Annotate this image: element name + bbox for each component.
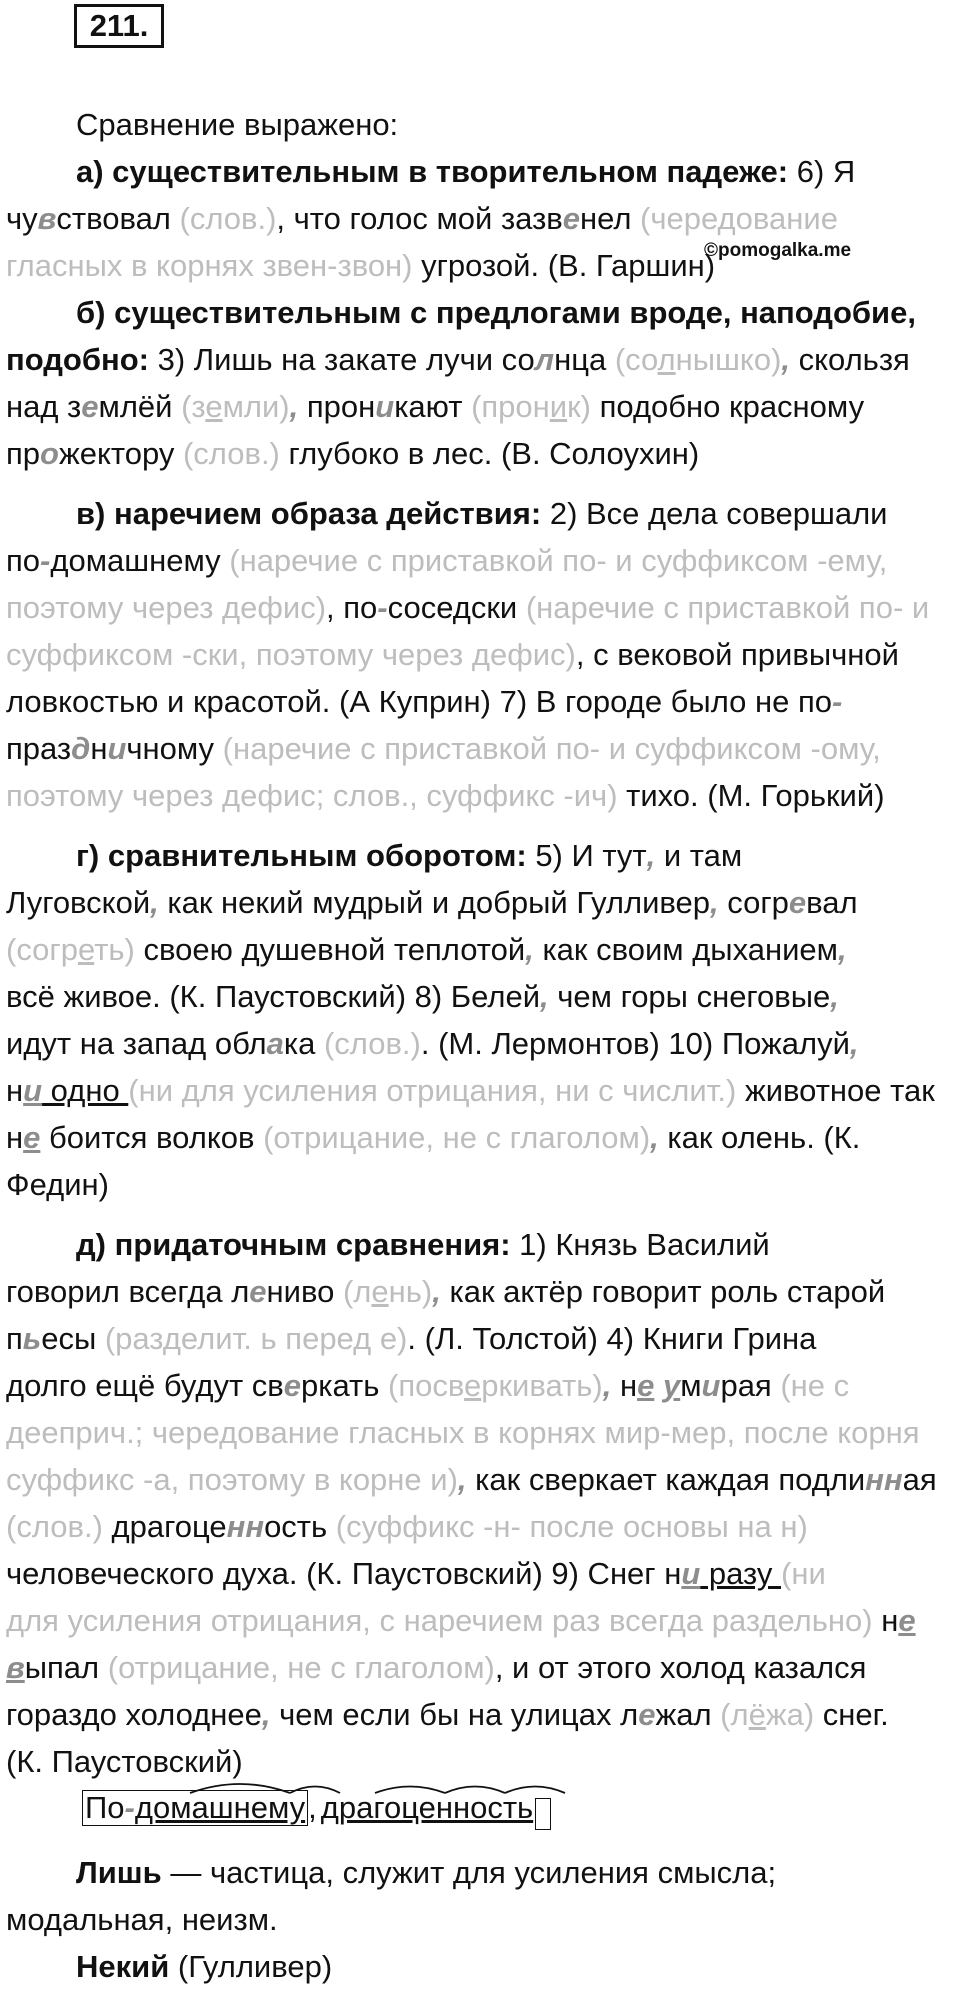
comment: (слов.)	[323, 1026, 421, 1061]
comment: (согр	[6, 932, 78, 967]
text: драгоце	[102, 1509, 227, 1544]
highlight: и	[375, 389, 395, 424]
text: — частица, служит для усиления смысла;	[161, 1855, 777, 1890]
text: 3) Лишь на закате лучи со	[149, 342, 535, 377]
highlight: и	[701, 1368, 721, 1403]
text: н	[611, 1368, 638, 1403]
text: (Гулливер)	[169, 1949, 333, 1984]
line-20	[6, 1024, 859, 1064]
line-18	[6, 930, 847, 970]
comment: (слов.)	[6, 1509, 103, 1544]
comment: гласных в корнях звен-звон)	[6, 248, 413, 283]
highlight: ,	[710, 885, 719, 920]
text: Федин)	[6, 1167, 109, 1202]
comment: поэтому через дефис; слов., суффикс -ич)	[6, 778, 618, 813]
line-23	[6, 1165, 109, 1205]
highlight: нн	[865, 1462, 903, 1497]
heading-b-cont: подобно:	[6, 342, 149, 377]
text: , и от этого холод казался	[494, 1650, 867, 1685]
text: всё живое. (К. Паустовский) 8) Белей	[6, 979, 541, 1014]
text: как своим дыханием	[533, 932, 838, 967]
text: идут на запад обл	[6, 1026, 267, 1061]
text: угрозой. (В. Гаршин)	[412, 248, 716, 283]
text: над з	[6, 389, 82, 424]
text: 5) И тут	[526, 838, 647, 873]
stem: домашнему	[134, 1790, 306, 1825]
line-35	[6, 1742, 243, 1782]
heading-c: в) наречием образа действия:	[76, 496, 542, 531]
line-24	[76, 1225, 770, 1265]
text: ловкостью и красотой. (А Куприн) 7) В городе было не по	[6, 684, 832, 719]
comment: и	[549, 389, 568, 424]
highlight: ,	[781, 342, 791, 377]
highlight: у	[662, 1368, 681, 1403]
text: чем горы снеговые	[548, 979, 831, 1014]
line-33	[6, 1648, 866, 1688]
text: ая	[902, 1462, 937, 1497]
hyphen: -	[124, 1790, 135, 1825]
highlight: в	[6, 1650, 25, 1685]
comment: (со	[614, 342, 658, 377]
text: м	[680, 1368, 702, 1403]
comment: е	[205, 389, 223, 424]
line-28	[6, 1413, 920, 1453]
text: как некий мудрый и добрый Гулливер	[158, 885, 710, 920]
text: (К. Паустовский)	[6, 1744, 243, 1779]
comment: (наречие с приставкой по- и суффиксом -ому,	[222, 731, 881, 766]
highlight: и	[107, 731, 127, 766]
text: чу	[6, 201, 38, 236]
line-31	[6, 1554, 826, 1594]
exercise-number: 211.	[74, 4, 164, 48]
line-3	[6, 199, 838, 239]
comment: (слов.)	[182, 436, 280, 471]
highlight: ,	[837, 932, 847, 967]
text: скользя	[790, 342, 910, 377]
text: тихо. (М. Горький)	[617, 778, 885, 813]
comment: е	[463, 1368, 482, 1403]
text: рая	[720, 1368, 781, 1403]
highlight: е	[898, 1603, 916, 1638]
line-17	[6, 883, 858, 923]
line-37	[76, 1853, 776, 1893]
text: н	[90, 731, 108, 766]
text: как сверкает каждая подли	[466, 1462, 866, 1497]
comment: суффиксом -ски, поэтому через дефис)	[6, 637, 576, 672]
line-39	[76, 1947, 332, 1987]
text: человеческого духа. (К. Паустовский) 9) Снег н	[6, 1556, 682, 1591]
text: п	[6, 1321, 23, 1356]
highlight: ,	[540, 979, 549, 1014]
text: ствовал	[56, 201, 180, 236]
text: и там	[655, 838, 743, 873]
text: как олень. (К.	[658, 1120, 861, 1155]
comment: (не с	[780, 1368, 850, 1403]
highlight: д	[71, 731, 91, 766]
comment: мли)	[222, 389, 290, 424]
line-26	[6, 1319, 816, 1359]
highlight: ,	[602, 1368, 612, 1403]
text: прон	[298, 389, 376, 424]
line-29	[6, 1460, 937, 1500]
highlight: е	[562, 201, 580, 236]
line-13	[6, 682, 842, 722]
text: жал	[655, 1697, 721, 1732]
text: боится волков	[40, 1120, 264, 1155]
text: домашнему	[50, 543, 230, 578]
highlight: -	[832, 684, 843, 719]
highlight: л	[534, 342, 555, 377]
text: ость	[264, 1509, 336, 1544]
term: Некий	[76, 1949, 170, 1984]
comment: ть)	[94, 932, 135, 967]
text: , с вековой привычной	[575, 637, 899, 672]
line-7	[6, 387, 864, 427]
text: чному	[126, 731, 223, 766]
highlight: о	[40, 436, 59, 471]
comment: для усиления отрицания, с наречием раз всегда раздельно)	[6, 1603, 873, 1638]
line-27	[6, 1366, 849, 1406]
comment: дееприч.; чередование гласных в корнях мир-мер, после корня	[6, 1415, 920, 1450]
comment: ё	[748, 1697, 766, 1732]
morpheme-word-1	[82, 1790, 308, 1826]
line-14	[6, 729, 881, 769]
text: чем если бы на улицах л	[270, 1697, 639, 1732]
highlight: ,	[650, 1120, 659, 1155]
line-6	[6, 340, 910, 380]
highlight: и	[23, 1073, 43, 1108]
highlight: ,	[849, 1026, 859, 1061]
morpheme-word-2: драгоценность	[320, 1790, 534, 1825]
comment: (наречие с приставкой по- и	[525, 590, 930, 625]
comment: (разделит. ь перед е)	[104, 1321, 408, 1356]
comment: л	[657, 342, 676, 377]
comment: (наречие с приставкой по- и суффиксом -ему,	[229, 543, 888, 578]
heading-e: д) придаточным сравнения:	[76, 1227, 511, 1262]
highlight: е	[23, 1120, 41, 1155]
comment: нышко)	[675, 342, 782, 377]
highlight: е	[788, 885, 807, 920]
comment: суффикс -а, поэтому в корне и)	[6, 1462, 458, 1497]
text: подобно красному	[591, 389, 865, 424]
text: пр	[6, 436, 41, 471]
line-4	[6, 246, 715, 286]
text: глубоко в лес. (В. Солоухин)	[279, 436, 700, 471]
text: ыпал	[24, 1650, 108, 1685]
text: согр	[718, 885, 789, 920]
highlight: нн	[226, 1509, 265, 1544]
line-34	[6, 1695, 889, 1735]
line-12	[6, 635, 899, 675]
text: н	[6, 1073, 24, 1108]
line-9	[76, 494, 888, 534]
heading-d: г) сравнительным оборотом:	[76, 838, 527, 873]
highlight: -	[40, 543, 51, 578]
text: , что голос мой зазв	[276, 201, 563, 236]
text: нца	[554, 342, 615, 377]
comment: ркивать)	[481, 1368, 603, 1403]
line-5	[76, 293, 916, 333]
comment: (отрицание, не с глаголом)	[263, 1120, 651, 1155]
line-15	[6, 776, 885, 816]
highlight: е	[638, 1697, 656, 1732]
text: 6) Я	[788, 154, 856, 189]
separator: ,	[308, 1790, 317, 1825]
comment: е	[77, 932, 95, 967]
text: разу	[700, 1556, 782, 1591]
comment: (л	[342, 1274, 372, 1309]
comment: е	[371, 1274, 389, 1309]
highlight: е	[249, 1274, 267, 1309]
comment: (з	[181, 389, 206, 424]
comment: (л	[720, 1697, 749, 1732]
text: ниво	[266, 1274, 343, 1309]
line-8	[6, 434, 699, 474]
highlight: и	[681, 1556, 701, 1591]
text: по	[6, 543, 41, 578]
text: говорил всегда л	[6, 1274, 250, 1309]
text: 1) Князь Василий	[510, 1227, 770, 1262]
highlight: ,	[432, 1274, 441, 1309]
line-11	[6, 588, 929, 628]
text: снег.	[814, 1697, 889, 1732]
text: Сравнение выражено:	[76, 107, 399, 142]
text: своею душевной теплотой	[134, 932, 526, 967]
text: гораздо холоднее	[6, 1697, 262, 1732]
comment: (ни для усиления отрицания, ни с числит.)	[128, 1073, 737, 1108]
highlight: ,	[525, 932, 534, 967]
text: , по	[326, 590, 378, 625]
text: модальная, неизм.	[6, 1902, 278, 1937]
highlight: е	[283, 1368, 301, 1403]
comment: поэтому через дефис)	[6, 590, 327, 625]
comment: (слов.)	[179, 201, 277, 236]
highlight: а	[266, 1026, 284, 1061]
line-1	[76, 105, 398, 145]
text: млёй	[98, 389, 182, 424]
text: жектору	[58, 436, 183, 471]
highlight: ,	[457, 1462, 467, 1497]
highlight: -	[377, 590, 388, 625]
watermark: ©pomogalka.me	[704, 240, 852, 261]
highlight: е	[81, 389, 99, 424]
text: кают	[394, 389, 472, 424]
text: есы	[41, 1321, 105, 1356]
comment: жа)	[765, 1697, 815, 1732]
comment: (прон	[471, 389, 550, 424]
comment: нь)	[388, 1274, 433, 1309]
highlight: ,	[289, 389, 299, 424]
comment: (чередование	[640, 201, 838, 236]
text: долго ещё будут св	[6, 1368, 284, 1403]
text: н	[872, 1603, 899, 1638]
highlight: ,	[646, 838, 656, 873]
text: животное так	[736, 1073, 935, 1108]
morpheme-analysis	[82, 1790, 551, 1830]
text: н	[6, 1120, 24, 1155]
text: ка	[283, 1026, 324, 1061]
line-19	[6, 977, 839, 1017]
highlight: ,	[261, 1697, 271, 1732]
comment: (ни	[781, 1556, 826, 1591]
line-21	[6, 1071, 935, 1111]
line-25	[6, 1272, 885, 1312]
term: Лишь	[76, 1855, 162, 1890]
text: 2) Все дела совершали	[541, 496, 888, 531]
highlight: ,	[830, 979, 839, 1014]
highlight: е	[637, 1368, 655, 1403]
prefix: По	[85, 1790, 125, 1825]
line-22	[6, 1118, 860, 1158]
highlight: ,	[150, 885, 159, 920]
line-38	[6, 1900, 278, 1940]
comment: (отрицание, не с глаголом)	[107, 1650, 495, 1685]
text: ркать	[300, 1368, 388, 1403]
text: праз	[6, 731, 72, 766]
comment: (посв	[388, 1368, 464, 1403]
highlight: ь	[22, 1321, 42, 1356]
text: Луговской	[6, 885, 151, 920]
heading-b: б) существительным с предлогами вроде, наподобие,	[76, 295, 916, 330]
comment: (суффикс -н- после основы на н)	[335, 1509, 808, 1544]
line-32	[6, 1601, 916, 1641]
text: соседски	[387, 590, 526, 625]
text	[654, 1368, 663, 1403]
text: нел	[580, 201, 641, 236]
text: . (Л. Толстой) 4) Книги Грина	[407, 1321, 817, 1356]
comment: к)	[567, 389, 591, 424]
highlight: в	[37, 201, 57, 236]
line-30	[6, 1507, 808, 1547]
text: как актёр говорит роль старой	[440, 1274, 886, 1309]
line-10	[6, 541, 887, 581]
line-2	[76, 152, 855, 192]
text: . (М. Лермонтов) 10) Пожалуй	[420, 1026, 850, 1061]
text: одно	[42, 1073, 129, 1108]
text: вал	[806, 885, 858, 920]
heading-a: а) существительным в творительном падеже:	[76, 154, 789, 189]
line-16	[76, 836, 742, 876]
ending-box	[535, 1798, 551, 1830]
